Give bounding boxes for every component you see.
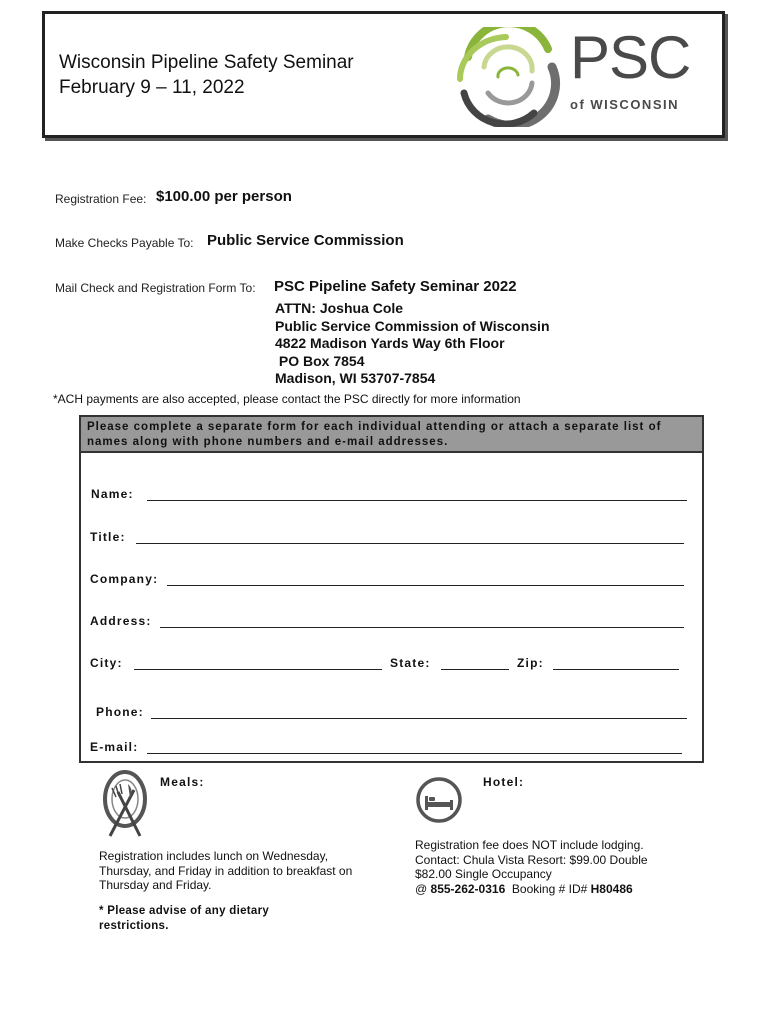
email-field[interactable]	[147, 753, 682, 754]
address-line: Madison, WI 53707-7854	[275, 370, 436, 386]
ach-note: *ACH payments are also accepted, please contact the PSC directly for more information	[53, 392, 521, 406]
meals-description: Registration includes lunch on Wednesday, Thursday, and Friday in addition to breakfast on Thursday and Friday.	[99, 849, 353, 892]
hotel-phone: 855-262-0316	[430, 881, 506, 896]
psc-logo-text: PSC	[570, 24, 691, 91]
fee-value: $100.00 per person	[156, 188, 292, 205]
title-label: Title:	[90, 530, 126, 544]
hotel-details	[415, 838, 648, 896]
form-instructions: Please complete a separate form for each individual attending or attach a separate list of names along with phone numbers and e-mail addresses.	[81, 417, 702, 453]
hotel-booking-label: Booking # ID#	[505, 881, 591, 896]
mail-value: PSC Pipeline Safety Seminar 2022	[274, 278, 517, 295]
seminar-title: Wisconsin Pipeline Safety Seminar	[59, 52, 354, 73]
seminar-dates: February 9 – 11, 2022	[59, 77, 245, 98]
title-field[interactable]	[136, 543, 684, 544]
address-line: Public Service Commission of Wisconsin	[275, 317, 550, 334]
fee-label: Registration Fee:	[55, 192, 147, 206]
address-line: ATTN: Joshua Cole	[275, 300, 404, 316]
phone-field[interactable]	[151, 718, 687, 719]
hotel-line: Registration fee does NOT include lodging.	[415, 838, 644, 852]
hotel-line: Contact: Chula Vista Resort: $99.00 Double	[415, 852, 648, 867]
email-label: E-mail:	[90, 740, 139, 754]
psc-logo-subtext: of WISCONSIN	[570, 97, 679, 112]
header-box	[42, 11, 725, 138]
hotel-phone-prefix: @	[415, 881, 431, 896]
hotel-contact-line	[415, 882, 648, 897]
state-label: State:	[390, 656, 431, 670]
phone-label: Phone:	[96, 705, 144, 719]
hotel-bed-icon	[415, 776, 463, 824]
hotel-title: Hotel:	[483, 775, 525, 789]
registration-form	[79, 415, 704, 763]
city-field[interactable]	[134, 669, 382, 670]
meals-title: Meals:	[160, 775, 205, 789]
name-field[interactable]	[147, 500, 687, 501]
hotel-line: $82.00 Single Occupancy	[415, 867, 552, 881]
hotel-booking-id: H80486	[590, 881, 633, 896]
zip-label: Zip:	[517, 656, 544, 670]
psc-logo-swirl-icon	[448, 27, 566, 127]
payable-value: Public Service Commission	[207, 232, 404, 249]
address-line: PO Box 7854	[275, 352, 365, 369]
meals-plate-utensils-icon	[98, 770, 152, 840]
mailing-address	[275, 300, 550, 388]
zip-field[interactable]	[553, 669, 679, 670]
company-field[interactable]	[167, 585, 684, 586]
address-line: 4822 Madison Yards Way 6th Floor	[275, 335, 505, 351]
city-label: City:	[90, 656, 123, 670]
address-field[interactable]	[160, 627, 684, 628]
address-label: Address:	[90, 614, 152, 628]
payable-label: Make Checks Payable To:	[55, 236, 194, 250]
mail-label: Mail Check and Registration Form To:	[55, 281, 256, 295]
state-field[interactable]	[441, 669, 509, 670]
name-label: Name:	[91, 487, 134, 501]
company-label: Company:	[90, 572, 159, 586]
dietary-note: * Please advise of any dietary restrictions.	[99, 905, 270, 932]
